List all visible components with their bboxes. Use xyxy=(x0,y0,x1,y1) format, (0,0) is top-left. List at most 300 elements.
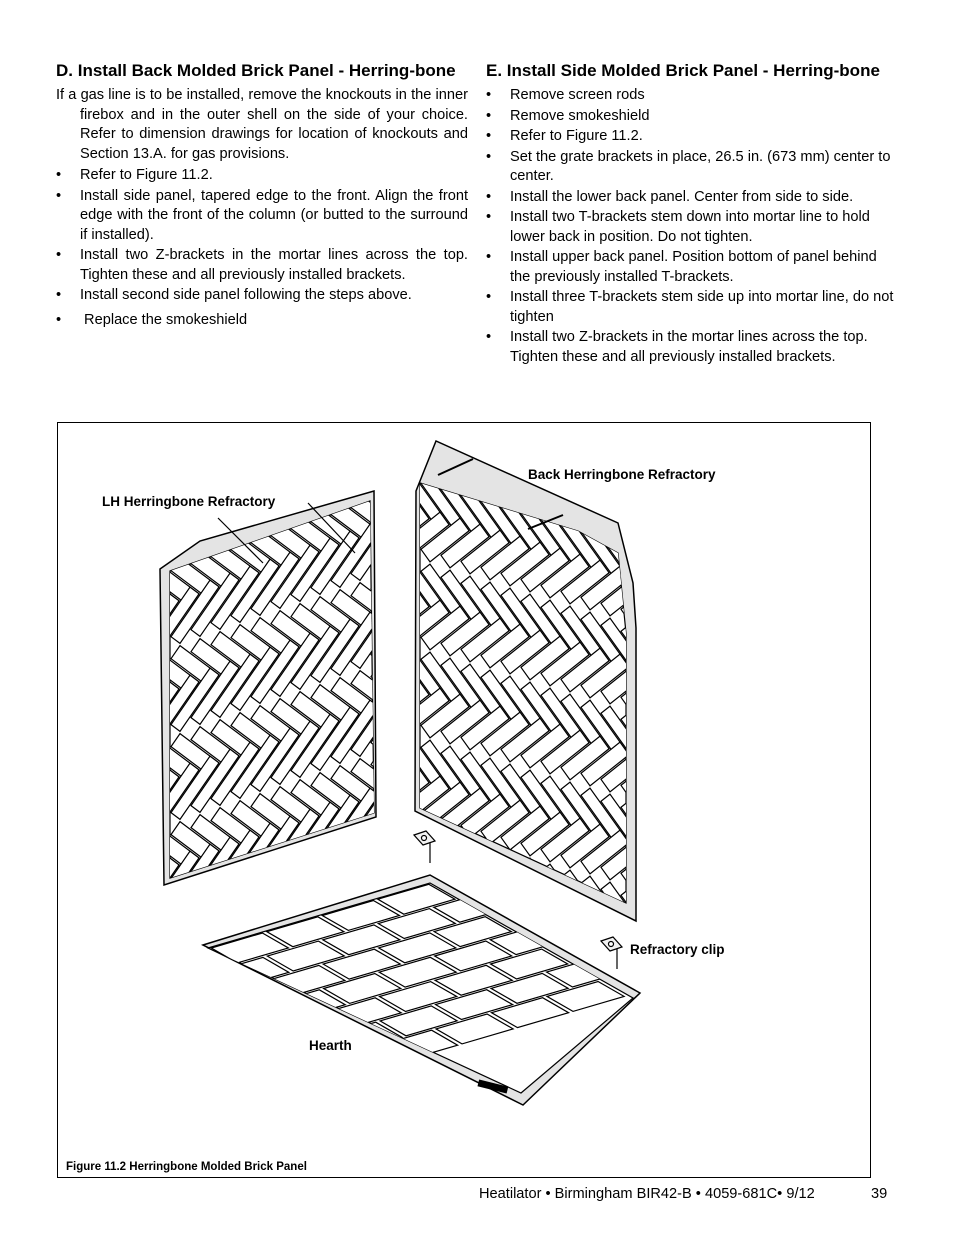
brick xyxy=(791,605,839,647)
brick xyxy=(841,820,872,864)
brick xyxy=(701,514,749,558)
brick xyxy=(91,674,139,716)
brick xyxy=(781,978,829,1022)
brick xyxy=(741,790,789,834)
brick xyxy=(871,753,872,795)
brick xyxy=(791,451,839,514)
brick xyxy=(731,560,779,623)
brick xyxy=(741,1100,789,1162)
brick xyxy=(641,760,689,804)
brick xyxy=(571,423,619,460)
brick xyxy=(761,423,809,464)
brick xyxy=(801,1118,849,1179)
brick xyxy=(111,579,159,621)
brick xyxy=(721,1094,769,1156)
brick xyxy=(751,553,799,616)
brick xyxy=(701,1088,749,1150)
brick xyxy=(851,518,872,581)
brick xyxy=(751,443,799,485)
brick xyxy=(861,696,872,758)
brick xyxy=(671,423,719,425)
brick xyxy=(691,750,739,813)
brick xyxy=(761,972,809,1016)
list-item: • Install the lower back panel. Center from side to side. xyxy=(486,188,854,205)
brick xyxy=(381,423,429,438)
brick xyxy=(761,532,809,576)
brick xyxy=(156,974,233,1004)
brick xyxy=(801,632,849,676)
brick xyxy=(741,702,789,746)
brick xyxy=(621,976,669,1038)
brick xyxy=(731,648,779,711)
brick xyxy=(821,814,869,858)
brick xyxy=(621,1018,669,1062)
brick xyxy=(661,423,709,458)
brick xyxy=(741,966,789,1010)
brick xyxy=(371,752,419,794)
brick xyxy=(811,774,859,816)
brick xyxy=(111,931,159,973)
brick xyxy=(661,812,709,874)
brick xyxy=(641,672,689,716)
brick xyxy=(671,493,719,556)
list-item: • Remove screen rods xyxy=(486,87,645,103)
brick xyxy=(631,485,679,527)
brick xyxy=(771,458,819,521)
brick xyxy=(691,662,739,725)
brick xyxy=(631,507,679,570)
brick xyxy=(351,429,399,492)
brick xyxy=(781,1024,829,1086)
brick xyxy=(351,847,399,889)
hearth-label: Hearth xyxy=(309,1038,352,1053)
brick xyxy=(811,620,859,683)
brick xyxy=(561,423,609,428)
brick xyxy=(861,608,872,670)
brick xyxy=(701,736,749,798)
brick xyxy=(212,982,289,1012)
list-item: • Install three T-brackets stem side up into mortar line, do not tighten xyxy=(486,289,894,325)
brick xyxy=(831,503,872,545)
back-panel xyxy=(341,423,872,1179)
brick xyxy=(841,690,872,752)
brick xyxy=(611,423,659,446)
brick xyxy=(291,428,339,470)
brick xyxy=(861,562,872,606)
brick xyxy=(91,938,139,980)
brick xyxy=(841,423,872,424)
brick xyxy=(681,642,729,704)
brick xyxy=(371,423,419,442)
brick xyxy=(711,721,759,763)
brick xyxy=(701,866,749,910)
brick xyxy=(131,423,179,438)
brick xyxy=(701,423,749,446)
brick xyxy=(801,854,849,916)
brick xyxy=(821,1078,869,1122)
brick xyxy=(651,654,699,696)
brick xyxy=(661,590,709,634)
brick xyxy=(741,572,789,634)
brick xyxy=(831,591,872,633)
brick xyxy=(621,423,669,446)
brick xyxy=(771,634,819,697)
brick xyxy=(641,982,689,1044)
brick xyxy=(471,423,519,450)
brick xyxy=(801,678,849,740)
brick xyxy=(871,489,872,531)
brick xyxy=(851,694,872,757)
brick xyxy=(861,432,872,494)
brick xyxy=(781,584,829,646)
brick xyxy=(131,946,179,1009)
brick xyxy=(831,525,872,588)
brick xyxy=(761,884,809,928)
brick xyxy=(671,823,719,865)
brick xyxy=(661,988,709,1050)
brick xyxy=(151,939,199,1002)
brick xyxy=(271,435,319,477)
brick xyxy=(711,567,759,630)
brick xyxy=(761,1106,809,1168)
brick xyxy=(681,860,729,904)
brick xyxy=(841,1042,872,1104)
brick xyxy=(491,423,539,443)
brick xyxy=(721,478,769,540)
brick xyxy=(821,860,869,922)
brick xyxy=(871,423,872,443)
section-e-heading: E. Install Side Molded Brick Panel - Herring-bone xyxy=(486,61,880,80)
brick xyxy=(771,546,819,609)
brick xyxy=(841,954,872,1016)
list-item: • Install second side panel following the steps above. xyxy=(56,287,412,303)
brick xyxy=(741,423,789,458)
brick xyxy=(661,548,709,610)
brick xyxy=(681,423,729,464)
brick xyxy=(641,848,689,892)
brick xyxy=(801,456,849,500)
brick xyxy=(791,715,839,778)
brick xyxy=(691,728,739,770)
brick xyxy=(631,771,679,834)
brick xyxy=(741,484,789,546)
brick xyxy=(841,778,872,840)
brick xyxy=(701,778,749,822)
brick xyxy=(661,678,709,722)
brick xyxy=(741,614,789,658)
brick xyxy=(721,830,769,892)
brick xyxy=(651,742,699,784)
brick xyxy=(811,510,859,552)
brick xyxy=(741,836,789,898)
brick xyxy=(861,872,872,934)
brick xyxy=(701,560,749,622)
brick xyxy=(821,990,869,1034)
brick xyxy=(831,679,872,721)
brick xyxy=(371,686,419,749)
brick xyxy=(791,693,839,735)
brick xyxy=(291,423,339,425)
section-e-steps xyxy=(486,86,899,367)
brick xyxy=(371,576,419,618)
brick xyxy=(151,423,199,431)
list-item: • Install side panel, tapered edge to the front. Align the front edge with the front of the column (or butted to the surround if installed). xyxy=(56,187,468,243)
brick xyxy=(691,486,739,549)
brick xyxy=(271,423,319,432)
brick xyxy=(691,423,739,461)
brick xyxy=(371,774,419,837)
brick xyxy=(831,613,872,676)
list-item: • Install two Z-brackets in the mortar lines across the top. Tighten these and all previously installed brackets. xyxy=(56,247,468,283)
brick xyxy=(711,655,759,718)
brick xyxy=(681,684,729,728)
brick xyxy=(631,661,679,703)
brick xyxy=(761,842,809,904)
footer-text: Heatilator • Birmingham BIR42-B • 4059-681C• 9/12 xyxy=(479,1186,815,1202)
brick xyxy=(841,1130,872,1179)
brick xyxy=(741,924,789,986)
brick xyxy=(871,577,872,619)
brick xyxy=(561,430,609,492)
brick xyxy=(651,588,699,651)
brick xyxy=(721,696,769,740)
brick xyxy=(761,796,809,840)
brick xyxy=(581,1052,629,1114)
brick xyxy=(781,1112,829,1174)
brick xyxy=(851,430,872,493)
brick xyxy=(551,425,599,467)
section-d xyxy=(56,60,468,331)
brick xyxy=(191,423,239,460)
brick xyxy=(751,423,799,440)
brick xyxy=(131,423,179,481)
brick xyxy=(861,1136,872,1179)
brick xyxy=(831,423,872,457)
brick xyxy=(701,954,749,998)
brick xyxy=(831,767,872,809)
brick xyxy=(641,1024,689,1068)
brick xyxy=(861,1002,872,1046)
brick xyxy=(781,760,829,822)
brick xyxy=(711,457,759,499)
brick xyxy=(781,848,829,910)
brick xyxy=(741,526,789,570)
brick xyxy=(701,1000,749,1062)
brick xyxy=(801,423,849,476)
brick xyxy=(661,766,709,810)
brick xyxy=(741,438,789,482)
brick xyxy=(671,423,719,468)
brick xyxy=(711,743,759,806)
brick xyxy=(311,423,359,463)
brick xyxy=(651,478,699,520)
brick xyxy=(741,748,789,810)
brick xyxy=(231,977,279,1019)
figure-11-2 xyxy=(57,422,871,1178)
brick xyxy=(731,626,779,668)
brick xyxy=(721,742,769,804)
brick xyxy=(851,496,872,538)
section-e xyxy=(486,60,899,368)
brick xyxy=(691,640,739,682)
brick xyxy=(546,909,623,939)
brick xyxy=(291,868,339,910)
brick xyxy=(841,866,872,928)
brick xyxy=(861,650,872,694)
brick xyxy=(661,502,709,546)
brick xyxy=(821,423,869,482)
lh-refractory-label: LH Herringbone Refractory xyxy=(102,494,276,509)
brick xyxy=(801,1072,849,1116)
brick xyxy=(851,672,872,714)
brick xyxy=(861,423,872,430)
brick xyxy=(721,432,769,476)
brick xyxy=(91,423,139,452)
brick xyxy=(781,450,829,494)
section-d-heading: D. Install Back Molded Brick Panel - Herring-bone xyxy=(56,61,456,80)
brick xyxy=(781,496,829,558)
brick xyxy=(151,423,199,474)
brick xyxy=(721,654,769,716)
brick xyxy=(841,908,872,952)
page-number: 39 xyxy=(871,1186,888,1202)
brick xyxy=(751,531,799,573)
brick xyxy=(761,620,809,664)
list-item: • Set the grate brackets in place, 26.5 in. (673 mm) center to center. xyxy=(486,148,891,184)
brick xyxy=(621,1064,669,1126)
brick xyxy=(651,830,699,872)
brick xyxy=(651,764,699,827)
brick xyxy=(841,426,872,488)
brick xyxy=(781,802,829,846)
brick xyxy=(701,690,749,734)
brick xyxy=(381,423,429,462)
brick xyxy=(681,772,729,816)
brick xyxy=(371,840,419,882)
brick xyxy=(591,433,639,496)
brick xyxy=(213,1006,290,1036)
brick xyxy=(111,423,159,445)
brick xyxy=(741,1054,789,1098)
brick xyxy=(211,423,259,453)
brick xyxy=(361,423,409,432)
brick xyxy=(671,669,719,732)
brick xyxy=(761,490,809,552)
brick xyxy=(841,602,872,664)
brick xyxy=(511,423,559,436)
brick xyxy=(781,672,829,734)
brick xyxy=(871,599,872,662)
brick xyxy=(661,423,709,434)
brick xyxy=(791,627,839,690)
brick xyxy=(841,732,872,776)
brick xyxy=(721,520,769,564)
brick xyxy=(741,660,789,722)
section-d-intro: If a gas line is to be installed, remove the knockouts in the inner firebox and in the outer shell on the side of your choice. Refer to dimension drawings for location of knockouts and Section 13.A. for gas provisions. xyxy=(56,87,468,162)
brick xyxy=(801,984,849,1028)
brick xyxy=(411,826,459,868)
brick xyxy=(761,578,809,640)
brick xyxy=(841,1084,872,1128)
brick xyxy=(711,809,759,851)
brick xyxy=(781,626,829,670)
brick xyxy=(351,423,399,449)
brick xyxy=(781,936,829,998)
brick xyxy=(311,861,359,903)
brick xyxy=(821,462,869,506)
brick xyxy=(631,423,679,439)
brick xyxy=(811,686,859,728)
brick xyxy=(831,437,872,500)
brick xyxy=(731,450,779,492)
brick xyxy=(171,423,219,467)
brick xyxy=(751,707,799,749)
brick xyxy=(811,532,859,595)
brick xyxy=(711,633,759,675)
brick xyxy=(821,902,869,946)
brick xyxy=(841,468,872,512)
brick xyxy=(621,490,669,534)
brick xyxy=(821,772,869,834)
brick xyxy=(801,502,849,564)
brick xyxy=(801,720,849,764)
brick xyxy=(561,912,609,956)
brick xyxy=(721,784,769,828)
list-item: • Refer to Figure 11.2. xyxy=(486,128,643,144)
brick xyxy=(661,1030,709,1074)
brick xyxy=(91,586,139,628)
brick xyxy=(801,590,849,652)
brick xyxy=(851,584,872,626)
brick xyxy=(211,456,259,498)
brick xyxy=(371,488,419,530)
brick xyxy=(861,738,872,782)
brick xyxy=(771,423,819,433)
brick xyxy=(681,730,729,792)
brick xyxy=(641,584,689,628)
brick xyxy=(791,429,839,471)
brick xyxy=(100,941,177,971)
section-d-steps xyxy=(56,166,468,330)
brick xyxy=(821,1036,869,1098)
brick xyxy=(671,581,719,644)
brick xyxy=(751,795,799,837)
brick xyxy=(721,1006,769,1068)
brick xyxy=(331,436,379,499)
brick xyxy=(761,754,809,816)
brick xyxy=(511,879,559,921)
list-item: • Install two T-brackets stem down into mortar line to hold lower back in position. Do not tighten. xyxy=(486,209,870,245)
brick xyxy=(801,1030,849,1092)
brick xyxy=(741,878,789,922)
brick xyxy=(591,423,639,453)
brick xyxy=(661,636,709,698)
brick xyxy=(91,762,139,804)
brick xyxy=(871,665,872,707)
brick xyxy=(701,648,749,710)
brick xyxy=(671,757,719,820)
brick xyxy=(811,708,859,771)
brick xyxy=(801,808,849,852)
brick xyxy=(821,726,869,770)
brick xyxy=(811,423,859,464)
brick xyxy=(681,994,729,1056)
brick xyxy=(151,1005,199,1047)
brick xyxy=(641,496,689,540)
brick xyxy=(761,666,809,728)
brick xyxy=(581,423,629,434)
brick xyxy=(851,423,872,450)
